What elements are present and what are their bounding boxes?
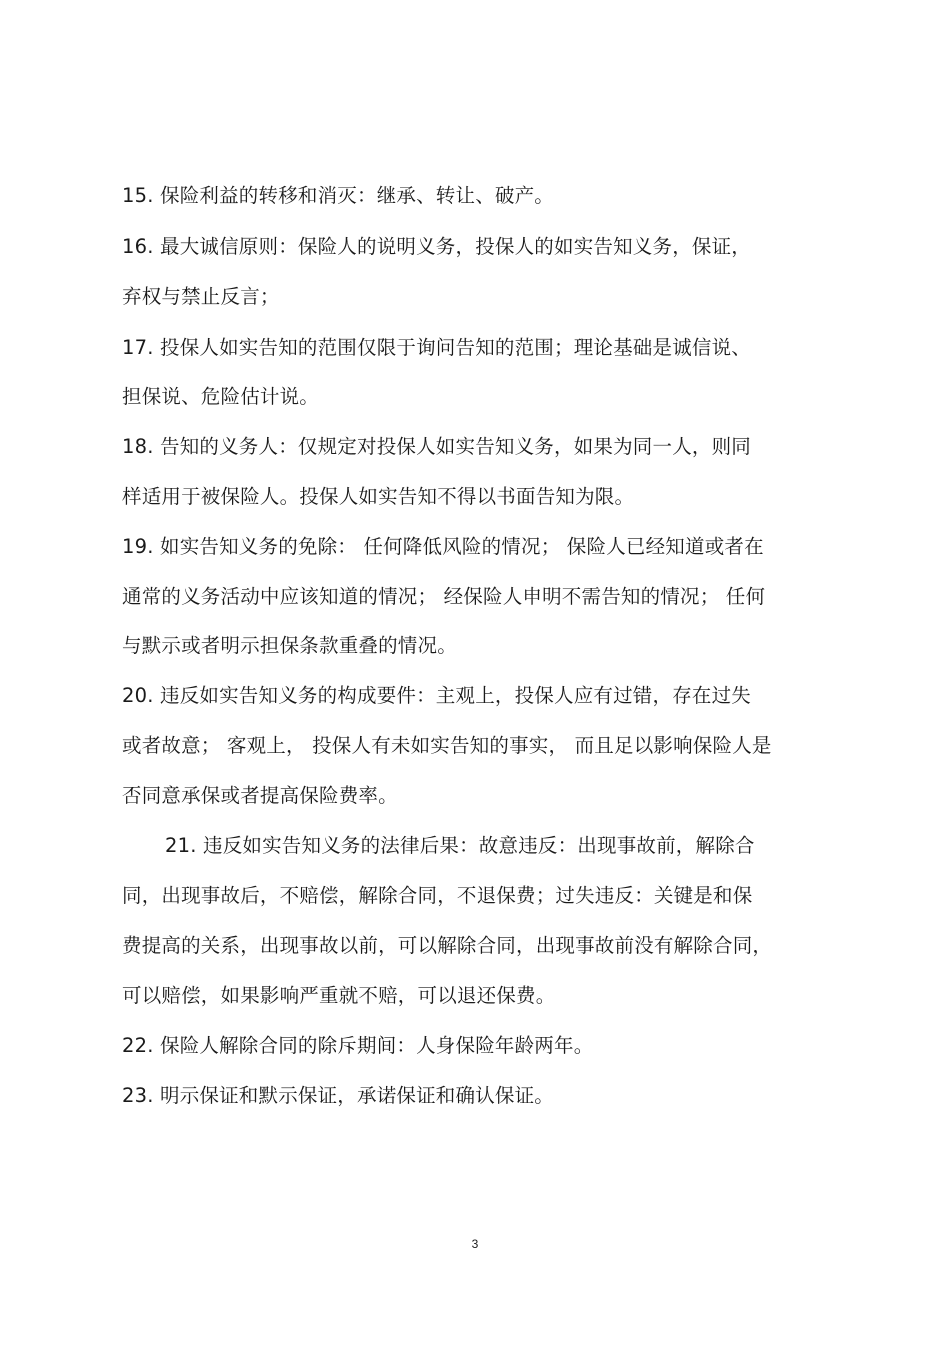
text-line-21-cont-1: 同，出现事故后，不赔偿，解除合同，不退保费；过失违反：关键是和保 [122, 884, 753, 907]
text-line-18: 18. 告知的义务人：仅规定对投保人如实告知义务，如果为同一人，则同 [122, 435, 752, 458]
text-line-21-cont-2: 费提高的关系，出现事故以前，可以解除合同，出现事故前没有解除合同， [122, 934, 773, 957]
text-line-21: 21. 违反如实告知义务的法律后果：故意违反：出现事故前，解除合 [165, 834, 755, 857]
text-line-15: 15. 保险利益的转移和消灭：继承、转让、破产。 [122, 184, 555, 207]
text-line-16: 16. 最大诚信原则：保险人的说明义务，投保人的如实告知义务，保证， [122, 235, 752, 258]
page-number: 3 [471, 1237, 479, 1251]
text-line-23: 23. 明示保证和默示保证，承诺保证和确认保证。 [122, 1084, 555, 1107]
text-line-19: 19. 如实告知义务的免除： 任何降低风险的情况； 保险人已经知道或者在 [122, 535, 764, 558]
text-line-20-cont-1: 或者故意； 客观上， 投保人有未如实告知的事实， 而且足以影响保险人是 [122, 734, 772, 757]
text-line-16-cont: 弃权与禁止反言； [122, 285, 280, 308]
text-line-17: 17. 投保人如实告知的范围仅限于询问告知的范围；理论基础是诚信说、 [122, 336, 752, 359]
text-line-20-cont-2: 否同意承保或者提高保险费率。 [122, 784, 398, 807]
text-line-20: 20. 违反如实告知义务的构成要件：主观上，投保人应有过错，存在过失 [122, 684, 752, 707]
text-line-17-cont: 担保说、危险估计说。 [122, 385, 320, 408]
text-line-22: 22. 保险人解除合同的除斥期间：人身保险年龄两年。 [122, 1034, 594, 1057]
text-line-19-cont-1: 通常的义务活动中应该知道的情况； 经保险人申明不需告知的情况； 任何 [122, 585, 766, 608]
text-line-21-cont-3: 可以赔偿，如果影响严重就不赔，可以退还保费。 [122, 984, 556, 1007]
text-line-18-cont: 样适用于被保险人。投保人如实告知不得以书面告知为限。 [122, 485, 635, 508]
text-line-19-cont-2: 与默示或者明示担保条款重叠的情况。 [122, 634, 457, 657]
